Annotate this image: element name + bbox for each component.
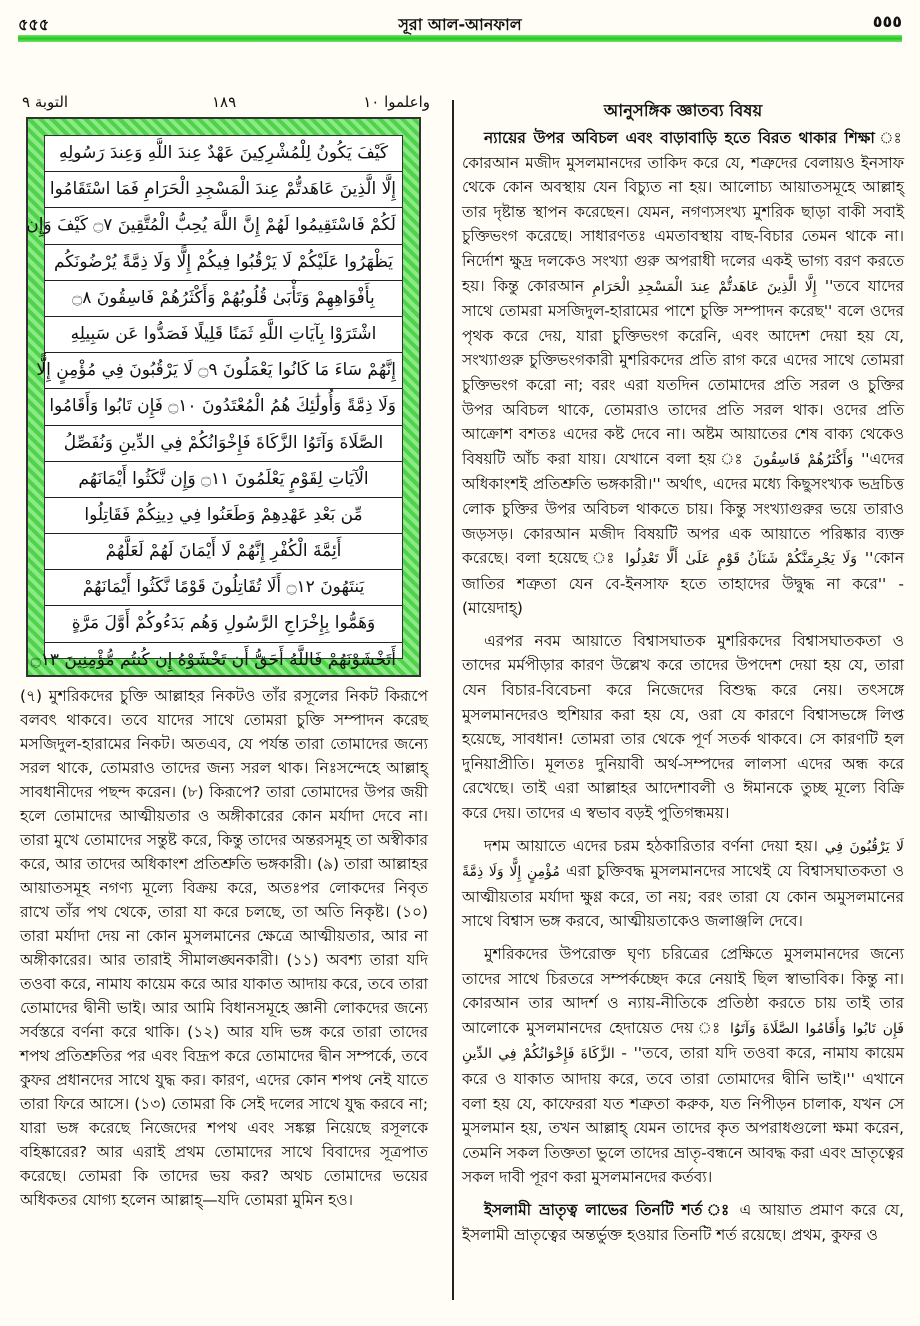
paragraph-text: ''তবে যাদের সাথে তোমরা মসজিদুল-হারামের পাশে চুক্তি সম্পাদন করেছ'' বলে ওদের পৃথক করে দেয়, যারা চুক্তিভংগ করেনি, এবং আদেশ দেয়া হয় যে, সংখ্যাগুরু চুক্তিভংগকারী মুশরিকদের প্রতি রাগ করে এদের সাথে তোমরা চুক্তিভংগ করো না; বরং এরা যতদিন তোমাদের প্রতি সরল ও চুক্তির উপর অবিচল থাকে, তোমরাও তাদের প্রতি সরল থাক। ওদের প্রতি আক্রোশ বশতঃ এদের কষ্ট দেবে না। অষ্টম আয়াতের শেষ বাক্য থেকেও বিষয়টি আঁচ করা যায়। যেখানে বলা হয় ঃ	[462, 276, 904, 468]
arabic-quote: إِلَّا الَّذِينَ عَاهَدتُّمْ عِندَ الْمَسْجِدِ الْحَرَامِ	[592, 278, 817, 295]
paragraph-text: ''এদের অধিকাংশই প্রতিশ্রুতি ভঙ্গকারী।'' অর্থাৎ, এদের মধ্যে কিছুসংখ্যক ভদ্রচিত্ত লোক চুক্তির উপর অবিচল থাকতে চায়। কিন্তু সংখ্যাগুরুর ভয়ে তারাও জড়সড়। কোরআন মজীদ বিষয়টি অপর এক আয়াতে পরিষ্কার ব্যক্ত করেছে। বলা হয়েছে ঃ	[462, 449, 904, 568]
header-rule	[18, 35, 902, 42]
bold-subheading: ন্যায়ের উপর অবিচল এবং বাড়াবাড়ি হতে বিরত থাকার শিক্ষা	[484, 129, 875, 147]
quran-line: يَظْهَرُوا عَلَيْكُمْ لَا يَرْقُبُوا فِيكُمْ إِلًّا وَلَا ذِمَّةً يُرْضُونَكُم	[45, 245, 402, 281]
paragraph-text: মুশরিকদের উপরোক্ত ঘৃণ্য চরিত্রের প্রেক্ষিতে মুসলমানদের জন্যে তাদের সাথে চিরতরে সম্পর্কচ্ছেদ করে নেয়াই ছিল স্বাভাবিক। কিন্তু না। কোরআন তার আদর্শ ও ন্যায়-নীতিকে প্রতিষ্ঠা করতে চায় তাই তার আলোকে মুসলমানদের হেদায়েত দেয় ঃ	[462, 945, 904, 1037]
commentary-paragraph	[462, 942, 904, 1190]
paragraph-text: এরপর নবম আয়াতে বিশ্বাসঘাতক মুশরিকদের বিশ্বাসঘাতকতা ও তাদের মর্মপীড়ার কারণ উল্লেখ করে তাদের উপদেশ দেয়া হয় যে, তারা যেন বিচার-বিবেচনা করে নিজেদের বিশুদ্ধ করে নেয়। তৎসঙ্গে মুসলমানদেরও হুশিয়ার করা হয় যে, ওরা যে কারণে বিশ্বাসভঙ্গে লিপ্ত হয়েছে, সাবধান! তোমরা তার থেকে পূর্ণ সতর্ক থাকবে। সে কারণটি হল দুনিয়াপ্রীতি। মূলতঃ দুনিয়াবী অর্থ-সম্পদের লালসা এদের অন্ধ করে রেখেছে। তাই এরা আল্লাহর আদেশাবলী ও ঈমানকে তুচ্ছ মূল্যে বিক্রি করে দেয়। তাদের এ স্বভাব বড়ই পুতিগন্ধময়।	[462, 631, 904, 823]
quran-line: الصَّلَاةَ وَآتَوُا الزَّكَاةَ فَإِخْوَانُكُمْ فِي الدِّينِ وَنُفَصِّلُ	[45, 426, 402, 462]
paragraph-text: এরা চুক্তিবদ্ধ মুসলমানদের সাথেই যে বিশ্বাসঘাতকতা ও আত্মীয়তার মর্যাদা ক্ষুণ্ণ করে, তা নয়; বরং তারা যে কোন অমুসলমানের সাথে বিশ্বাস ভঙ্গ করবে, আত্মীয়তাকেও জলাঞ্জলি দেবে।	[462, 862, 904, 931]
arabic-quote: لَا يَرْقُبُونَ فِي مُؤْمِنٍ إِلًّا وَلَا ذِمَّةً	[462, 838, 904, 881]
page-number-bengali: ৫৫৫	[18, 15, 50, 34]
paragraph-text: ''কোন জাতির শত্রুতা যেন বে-ইনসাফ হতে তাহাদের উদ্বুদ্ধ না করে'' - (মায়েদাহ্)	[462, 549, 905, 618]
arabic-quote: وَلَا يَجْرِمَنَّكُمْ شَنَآنُ قَوْمٍ عَلَىٰ أَلَّا تَعْدِلُوا	[625, 551, 858, 568]
arabic-quote: فَإِن تَابُوا وَأَقَامُوا الصَّلَاةَ وَآتَوُا الزَّكَاةَ فَإِخْوَانُكُمْ فِي الدِّينِ	[462, 1020, 905, 1063]
commentary-column	[462, 98, 904, 1255]
quran-line: إِلَّا الَّذِينَ عَاهَدتُّمْ عِندَ الْمَسْجِدِ الْحَرَامِ فَمَا اسْتَقَامُوا	[45, 172, 402, 208]
bengali-translation: (৭) মুশরিকদের চুক্তি আল্লাহর নিকটও তাঁর রসূলের নিকট কিরূপে বলবৎ থাকবে। তবে যাদের সাথে তোমরা চুক্তি সম্পাদন করেছ মসজিদুল-হারামের নিকট। অতএব, যে পর্যন্ত তারা তোমাদের জন্যে সরল থাকে, তোমরাও তাদের জন্য সরল থাক। নিঃসন্দেহে আল্লাহ্ সাবধানীদের পছন্দ করেন। (৮) কিরূপে? তারা তোমাদের উপর জয়ী হলে তোমাদের আত্মীয়তার ও অঙ্গীকারের কোন মর্যাদা দেবে না। তারা মুখে তোমাদের সন্তুষ্ট করে, কিন্তু তাদের অন্তরসমূহ তা অস্বীকার করে, আর তাদের অধিকাংশ প্রতিশ্রুতি ভঙ্গকারী। (৯) তারা আল্লাহর আয়াতসমূহ নগণ্য মূল্যে বিক্রয় করে, অতঃপর লোকদের নিবৃত রাখে তাঁর পথ থেকে, তারা যা করে চলছে, তা অতি নিকৃষ্ট। (১০) তারা মর্যাদা দেয় না কোন মুসলমানের ক্ষেত্রে আত্মীয়তার, আর না অঙ্গীকারের। আর তারাই সীমালঙ্ঘনকারী। (১১) অবশ্য তারা যদি তওবা করে, নামায কায়েম করে আর যাকাত আদায় করে, তবে তারা তোমাদের দ্বীনী ভাই। আর আমি বিধানসমূহে জ্ঞানী লোকদের জন্যে সর্বস্তরে বর্ণনা করে থাকি। (১২) আর যদি ভঙ্গ করে তারা তাদের শপথ প্রতিশ্রুতির পর এবং বিদ্রূপ করে তোমাদের দ্বীন সম্পর্কে, তবে কুফর প্রধানদের সাথে যুদ্ধ কর। কারণ, এদের কোন শপথ নেই যাতে তারা ফিরে আসে। (১৩) তোমরা কি সেই দলের সাথে যুদ্ধ করবে না; যারা ভঙ্গ করেছে নিজেদের শপথ এবং সঙ্কল্প নিয়েছে রসূলকে বহিষ্কারের? আর এরাই প্রথম তোমাদের সাথে বিবাদের সূত্রপাত করেছে। তোমরা কি তাদের ভয় কর? অথচ তোমাদের ভয়ের অধিকতর যোগ্য হলেন আল্লাহ্—যদি তোমরা মুমিন হও।	[20, 687, 428, 1209]
bold-subheading: ইসলামী ভ্রাতৃত্ব লাভের তিনটি শর্ত ঃ	[484, 1200, 732, 1219]
paragraph-text: দশম আয়াতে এদের চরম হঠকারিতার বর্ণনা দেয়া হয়।	[484, 836, 825, 855]
commentary-paragraph	[462, 834, 904, 934]
column-divider	[452, 100, 454, 1300]
quran-line: مِّن بَعْدِ عَهْدِهِمْ وَطَعَنُوا فِي دِينِكُمْ فَقَاتِلُوا	[45, 498, 402, 534]
running-header	[18, 12, 902, 34]
quran-line: كَيْفَ يَكُونُ لِلْمُشْرِكِينَ عَهْدٌ عِندَ اللَّهِ وَعِندَ رَسُولِهِ	[45, 136, 402, 172]
quran-line: أَتَخْشَوْنَهُمْ فَاللَّهُ أَحَقُّ أَن تَخْشَوْهُ إِن كُنتُم مُّؤْمِنِينَ ۝١٣	[30, 649, 396, 670]
commentary-paragraph	[462, 1198, 904, 1247]
quran-line: لَكُمْ فَاسْتَقِيمُوا لَهُمْ إِنَّ اللَّهَ يُحِبُّ الْمُتَّقِينَ ۝٧ كَيْفَ وَإِن	[45, 208, 402, 244]
arabic-quote: وَأَكْثَرُهُمْ فَاسِقُونَ	[752, 451, 854, 468]
quran-line: إِنَّهُمْ سَاءَ مَا كَانُوا يَعْمَلُونَ ۝٩ لَا يَرْقُبُونَ فِي مُؤْمِنٍ إِلًّا	[45, 353, 402, 389]
juz-name: واعلموا ١٠	[363, 93, 430, 111]
quran-line: اشْتَرَوْا بِآيَاتِ اللَّهِ ثَمَنًا قَلِيلًا فَصَدُّوا عَن سَبِيلِهِ	[45, 317, 402, 353]
quran-text-frame	[26, 117, 421, 677]
quran-text-area	[26, 135, 403, 670]
commentary-heading: আনুসঙ্গিক জ্ঞাতব্য বিষয়	[603, 101, 763, 120]
page-number-arabic: ٥٥٥	[872, 12, 902, 31]
quran-line: الْآيَاتِ لِقَوْمٍ يَعْلَمُونَ ۝١١ وَإِن نَّكَثُوا أَيْمَانَهُم	[45, 462, 402, 498]
paragraph-text: ঃ কোরআন মজীদ মুসলমানদের তাকিদ করে যে, শত্রুদের বেলায়ও ইনসাফ থেকে কোন অবস্থায় যেন বিচ্যুত না হয়। আলোচ্য আয়াতসমূহে আল্লাহ্ তার দৃষ্টান্ত স্থাপন করেছেন। যেমন, নগণ্যসংখ্য মুশরিক ছাড়া বাকী সবাই চুক্তিভংগ করেছে। সাধারণতঃ এমতাবস্থায় বাছ-বিচার তেমন থাকে না। নির্দোশ ক্ষুদ্র দলকেও সংখ্যা গুরু অপরাধী দলের একই ভাগ্য বরণ করতে হয়। কিন্তু কোরআন	[462, 129, 904, 295]
quran-line: بِأَفْوَاهِهِمْ وَتَأْبَىٰ قُلُوبُهُمْ وَأَكْثَرُهُمْ فَاسِقُونَ ۝٨	[45, 281, 402, 317]
paragraph-text: - ''তবে, তারা যদি তওবা করে, নামায কায়েম করে ও যাকাত আদায় করে, তবে তারা তোমাদের দ্বীনি ভাই।'' এখানে বলা হয় যে, কাফেররা যত শত্রুতা করুক, যত নিপীড়ন চালাক, যখন সে মুসলমান হয়, তখন আল্লাহ্ যেমন তাদের কৃত অপরাধগুলো ক্ষমা করেন, তেমনি সকল তিক্ততা ভুলে তাদের ভ্রাতৃ-বন্ধনে আবদ্ধ করা এবং ভ্রাতৃত্বের সকল দাবী পূরণ করা মুসলমানদের কর্তব্য।	[462, 1044, 904, 1187]
quran-subheader	[22, 93, 430, 113]
commentary-paragraph	[462, 629, 904, 826]
mushaf-page-number: ١٨٩	[212, 93, 237, 111]
quran-line: يَنتَهُونَ ۝١٢ أَلَا تُقَاتِلُونَ قَوْمًا نَّكَثُوا أَيْمَانَهُمْ	[45, 570, 402, 606]
commentary-paragraph	[462, 126, 904, 621]
surah-title: সূরা আল-আনফাল	[398, 15, 522, 34]
quran-line: أَئِمَّةَ الْكُفْرِ إِنَّهُمْ لَا أَيْمَانَ لَهُمْ لَعَلَّهُمْ	[45, 534, 402, 570]
paragraph-text: এ আয়াত প্রমাণ করে যে, ইসলামী ভ্রাতৃত্বের অন্তর্ভুক্ত হওয়ার তিনটি শর্ত রয়েছে। প্রথম, কুফর ও	[462, 1200, 904, 1244]
surah-name-arabic: التوبة ٩	[22, 93, 69, 111]
quran-line: وَلَا ذِمَّةً وَأُولَٰئِكَ هُمُ الْمُعْتَدُونَ ۝١٠ فَإِن تَابُوا وَأَقَامُوا	[45, 389, 402, 425]
quran-line: وَهَمُّوا بِإِخْرَاجِ الرَّسُولِ وَهُم بَدَءُوكُمْ أَوَّلَ مَرَّةٍ	[45, 606, 402, 642]
